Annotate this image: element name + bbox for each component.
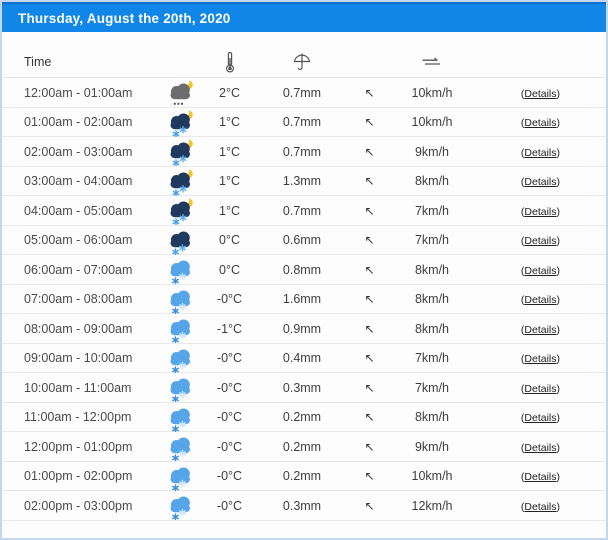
precipitation-value: 0.7mm	[282, 115, 322, 129]
details-link[interactable]: (Details)	[520, 412, 560, 424]
thermometer-icon	[207, 50, 252, 74]
cloud-snow-light-icon	[164, 373, 196, 402]
time-range-label: 03:00am - 04:00am	[24, 174, 133, 188]
details-link[interactable]: (Details)	[520, 146, 560, 159]
time-range-label: 05:00am - 06:00am	[24, 233, 133, 247]
precipitation-value: 1.6mm	[282, 292, 322, 306]
time-range-label: 01:00am - 02:00am	[24, 115, 133, 129]
time-range-label: 10:00am - 11:00am	[24, 380, 132, 395]
precipitation-value: 0.7mm	[282, 144, 322, 159]
weather-icon-cell	[152, 196, 207, 225]
umbrella-icon	[252, 51, 352, 73]
wind-speed-value: 9km/h	[414, 439, 450, 454]
wind-direction-arrow-icon: ↖	[364, 380, 375, 395]
wind-speed-value: 12km/h	[411, 498, 453, 513]
wind-speed-value: 7km/h	[414, 203, 450, 218]
details-link[interactable]: (Details)	[520, 471, 560, 483]
temperature-value: -1°C	[216, 321, 243, 336]
wind-direction-arrow-icon: ↖	[364, 144, 375, 159]
weather-icon-cell	[152, 344, 207, 373]
precipitation-value: 0.9mm	[282, 321, 322, 336]
temperature-value: 1°C	[219, 115, 240, 129]
table-row	[2, 137, 606, 167]
temperature-value: -0°C	[216, 469, 243, 483]
temperature-value: 2°C	[219, 85, 240, 100]
precipitation-value: 1.3mm	[282, 174, 322, 188]
cloud-moon-snow-icon	[164, 167, 196, 196]
temperature-value: -0°C	[216, 380, 243, 395]
details-link[interactable]: (Details)	[520, 117, 560, 129]
temperature-value: 1°C	[219, 203, 240, 218]
temperature-value: 0°C	[219, 262, 240, 277]
table-row	[2, 314, 606, 344]
wind-speed-value: 9km/h	[414, 144, 450, 159]
wind-direction-arrow-icon: ↖	[364, 85, 375, 100]
table-row	[2, 226, 606, 256]
cloud-snow-light-icon	[164, 432, 196, 461]
wind-speed-value: 8km/h	[414, 262, 450, 277]
cloud-snow-light-icon	[164, 314, 196, 343]
cloud-snow-light-icon	[164, 344, 196, 373]
temperature-value: -0°C	[216, 292, 243, 306]
time-range-label: 09:00am - 10:00am	[24, 351, 133, 365]
details-link[interactable]: (Details)	[520, 323, 560, 336]
temperature-value: -0°C	[216, 439, 243, 454]
wind-speed-value: 10km/h	[411, 85, 453, 100]
time-column-header: Time	[24, 54, 52, 69]
details-link[interactable]: (Details)	[520, 382, 560, 395]
wind-direction-arrow-icon: ↖	[364, 233, 375, 247]
cloud-snow-light-icon	[164, 462, 196, 491]
time-range-label: 02:00pm - 03:00pm	[24, 498, 133, 513]
forecast-date-header	[2, 2, 606, 32]
wind-speed-value: 7km/h	[414, 233, 450, 247]
temperature-value: 0°C	[219, 233, 240, 247]
precipitation-value: 0.7mm	[282, 85, 322, 100]
table-row	[2, 373, 606, 403]
table-row	[2, 255, 606, 285]
table-row	[2, 344, 606, 374]
wind-direction-arrow-icon: ↖	[364, 351, 375, 365]
time-range-label: 12:00pm - 01:00pm	[24, 439, 133, 454]
precipitation-value: 0.2mm	[282, 439, 322, 454]
wind-direction-arrow-icon: ↖	[364, 115, 375, 129]
weather-icon-cell	[152, 462, 207, 491]
spacer	[2, 32, 606, 46]
details-link[interactable]: (Details)	[520, 294, 560, 306]
details-link[interactable]: (Details)	[520, 353, 560, 365]
precipitation-value: 0.8mm	[282, 262, 322, 277]
table-header-row	[2, 46, 606, 78]
wind-direction-arrow-icon: ↖	[364, 203, 375, 218]
weather-icon-cell	[152, 314, 207, 343]
wind-speed-value: 8km/h	[414, 321, 450, 336]
cloud-moon-drizzle-icon	[164, 78, 196, 107]
table-row	[2, 196, 606, 226]
details-link[interactable]: (Details)	[520, 176, 560, 188]
details-link[interactable]: (Details)	[520, 500, 560, 513]
weather-icon-cell	[152, 137, 207, 166]
details-link[interactable]: (Details)	[520, 205, 560, 218]
weather-icon-cell	[152, 167, 207, 196]
table-row	[2, 432, 606, 462]
wind-lines-icon	[387, 55, 477, 69]
details-link[interactable]: (Details)	[520, 235, 560, 247]
weather-icon-cell	[152, 432, 207, 461]
table-row	[2, 108, 606, 138]
precipitation-value: 0.7mm	[282, 203, 322, 218]
temperature-value: 1°C	[219, 174, 240, 188]
temperature-value: -0°C	[216, 410, 243, 424]
table-row	[2, 167, 606, 197]
table-row	[2, 285, 606, 315]
temperature-value: -0°C	[216, 498, 243, 513]
precipitation-value: 0.3mm	[282, 380, 322, 395]
table-row	[2, 78, 606, 108]
cloud-snow-light-icon	[164, 491, 196, 520]
precipitation-value: 0.2mm	[282, 469, 322, 483]
table-row	[2, 491, 606, 521]
forecast-date-title: Thursday, August the 20th, 2020	[18, 10, 231, 26]
wind-speed-value: 8km/h	[414, 174, 450, 188]
wind-direction-arrow-icon: ↖	[364, 469, 375, 483]
wind-direction-arrow-icon: ↖	[364, 292, 375, 306]
precipitation-value: 0.2mm	[282, 410, 322, 424]
temperature-value: -0°C	[216, 351, 243, 365]
table-row	[2, 462, 606, 492]
table-row	[2, 403, 606, 433]
weather-icon-cell	[152, 108, 207, 137]
time-range-label: 12:00am - 01:00am	[24, 85, 133, 100]
time-range-label: 07:00am - 08:00am	[24, 292, 133, 306]
cloud-moon-snow-icon	[164, 108, 196, 137]
wind-direction-arrow-icon: ↖	[364, 410, 375, 424]
cloud-moon-snow-icon	[164, 137, 196, 166]
weather-icon-cell	[152, 78, 207, 107]
precipitation-value: 0.6mm	[282, 233, 322, 247]
time-range-label: 02:00am - 03:00am	[24, 144, 133, 159]
cloud-snow-light-icon	[164, 403, 196, 432]
weather-icon-cell	[152, 403, 207, 432]
details-link[interactable]: (Details)	[520, 87, 560, 100]
wind-speed-value: 8km/h	[414, 410, 450, 424]
cloud-snow-dark-icon	[164, 226, 196, 255]
forecast-rows	[2, 78, 606, 521]
wind-direction-arrow-icon: ↖	[364, 321, 375, 336]
cloud-snow-light-icon	[164, 255, 196, 284]
wind-direction-arrow-icon: ↖	[364, 262, 375, 277]
weather-icon-cell	[152, 255, 207, 284]
time-range-label: 08:00am - 09:00am	[24, 321, 133, 336]
time-range-label: 06:00am - 07:00am	[24, 262, 133, 277]
cloud-moon-snow-icon	[164, 196, 196, 225]
weather-icon-cell	[152, 226, 207, 255]
time-range-label: 11:00am - 12:00pm	[24, 410, 132, 424]
cloud-snow-light-icon	[164, 285, 196, 314]
wind-direction-arrow-icon: ↖	[364, 439, 375, 454]
wind-direction-arrow-icon: ↖	[364, 174, 375, 188]
temperature-value: 1°C	[219, 144, 240, 159]
wind-speed-value: 10km/h	[411, 469, 453, 483]
details-link[interactable]: (Details)	[520, 264, 560, 277]
wind-speed-value: 7km/h	[414, 351, 450, 365]
time-range-label: 01:00pm - 02:00pm	[24, 469, 133, 483]
precipitation-value: 0.4mm	[282, 351, 322, 365]
wind-direction-arrow-icon: ↖	[364, 498, 375, 513]
wind-speed-value: 8km/h	[414, 292, 450, 306]
details-link[interactable]: (Details)	[520, 441, 560, 454]
time-range-label: 04:00am - 05:00am	[24, 203, 133, 218]
precipitation-value: 0.3mm	[282, 498, 322, 513]
wind-speed-value: 10km/h	[411, 115, 453, 129]
weather-icon-cell	[152, 491, 207, 520]
weather-icon-cell	[152, 285, 207, 314]
weather-icon-cell	[152, 373, 207, 402]
wind-speed-value: 7km/h	[414, 380, 450, 395]
